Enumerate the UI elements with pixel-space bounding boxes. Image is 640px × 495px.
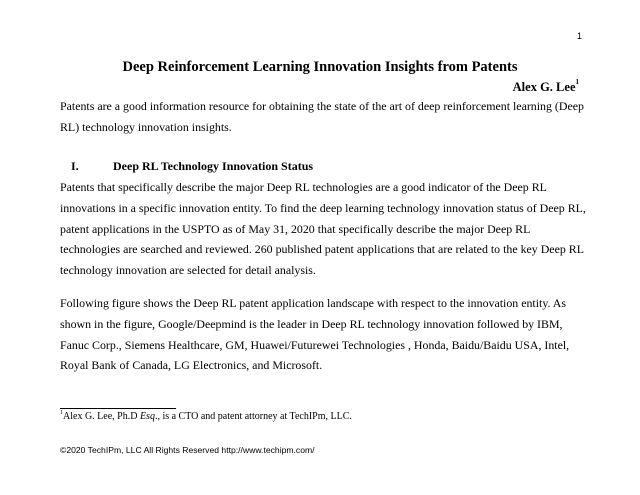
- section-title: Deep RL Technology Innovation Status: [113, 159, 314, 173]
- footnote-text-italic: Esq: [139, 411, 155, 422]
- author-name: Alex G. Lee: [512, 80, 576, 94]
- footnote: [60, 411, 352, 422]
- section-heading: [60, 159, 313, 174]
- author-footnote-mark: 1: [575, 78, 579, 86]
- footnote-mark: 1: [60, 410, 63, 416]
- intro-paragraph: Patents are a good information resource for obtaining the state of the art of deep reinforcement learning (Deep RL) technology innovation insights.: [60, 99, 584, 134]
- footnote-text-start: Alex G. Lee, Ph.D: [63, 411, 140, 422]
- body-paragraph-landscape: Following figure shows the Deep RL patent application landscape with respect to the innovation entity. As shown in the figure, Google/Deepmind is the leader in Deep RL technology innovation followed by IBM, Fanuc Corp., Siemens Healthcare, GM, Huawei/Futurewei Technologies , Honda, Baidu/Baidu USA, Intel, Royal Bank of Canada, LG Electronics, and Microsoft.: [60, 296, 570, 373]
- document-title: Deep Reinforcement Learning Innovation Insights from Patents: [122, 59, 518, 75]
- footnote-separator: [60, 408, 176, 409]
- section-number: I.: [71, 159, 79, 173]
- page-number: 1: [576, 31, 582, 41]
- copyright-footer: ©2020 TechIPm, LLC All Rights Reserved http://www.techipm.com/: [60, 445, 315, 455]
- body-paragraph-status: Patents that specifically describe the major Deep RL technologies are a good indicator of the Deep RL innovations in a specific innovation entity. To find the deep learning technology innovation status of Deep RL, patent applications in the USPTO as of May 31, 2020 that specifically describe the major Deep RL technologies are searched and reviewed. 260 published patent applications that are related to the key Deep RL technology innovation are selected for detail analysis.: [60, 180, 586, 278]
- footnote-text-end: ., is a CTO and patent attorney at TechIPm, LLC.: [154, 411, 352, 422]
- author-line: [513, 80, 579, 95]
